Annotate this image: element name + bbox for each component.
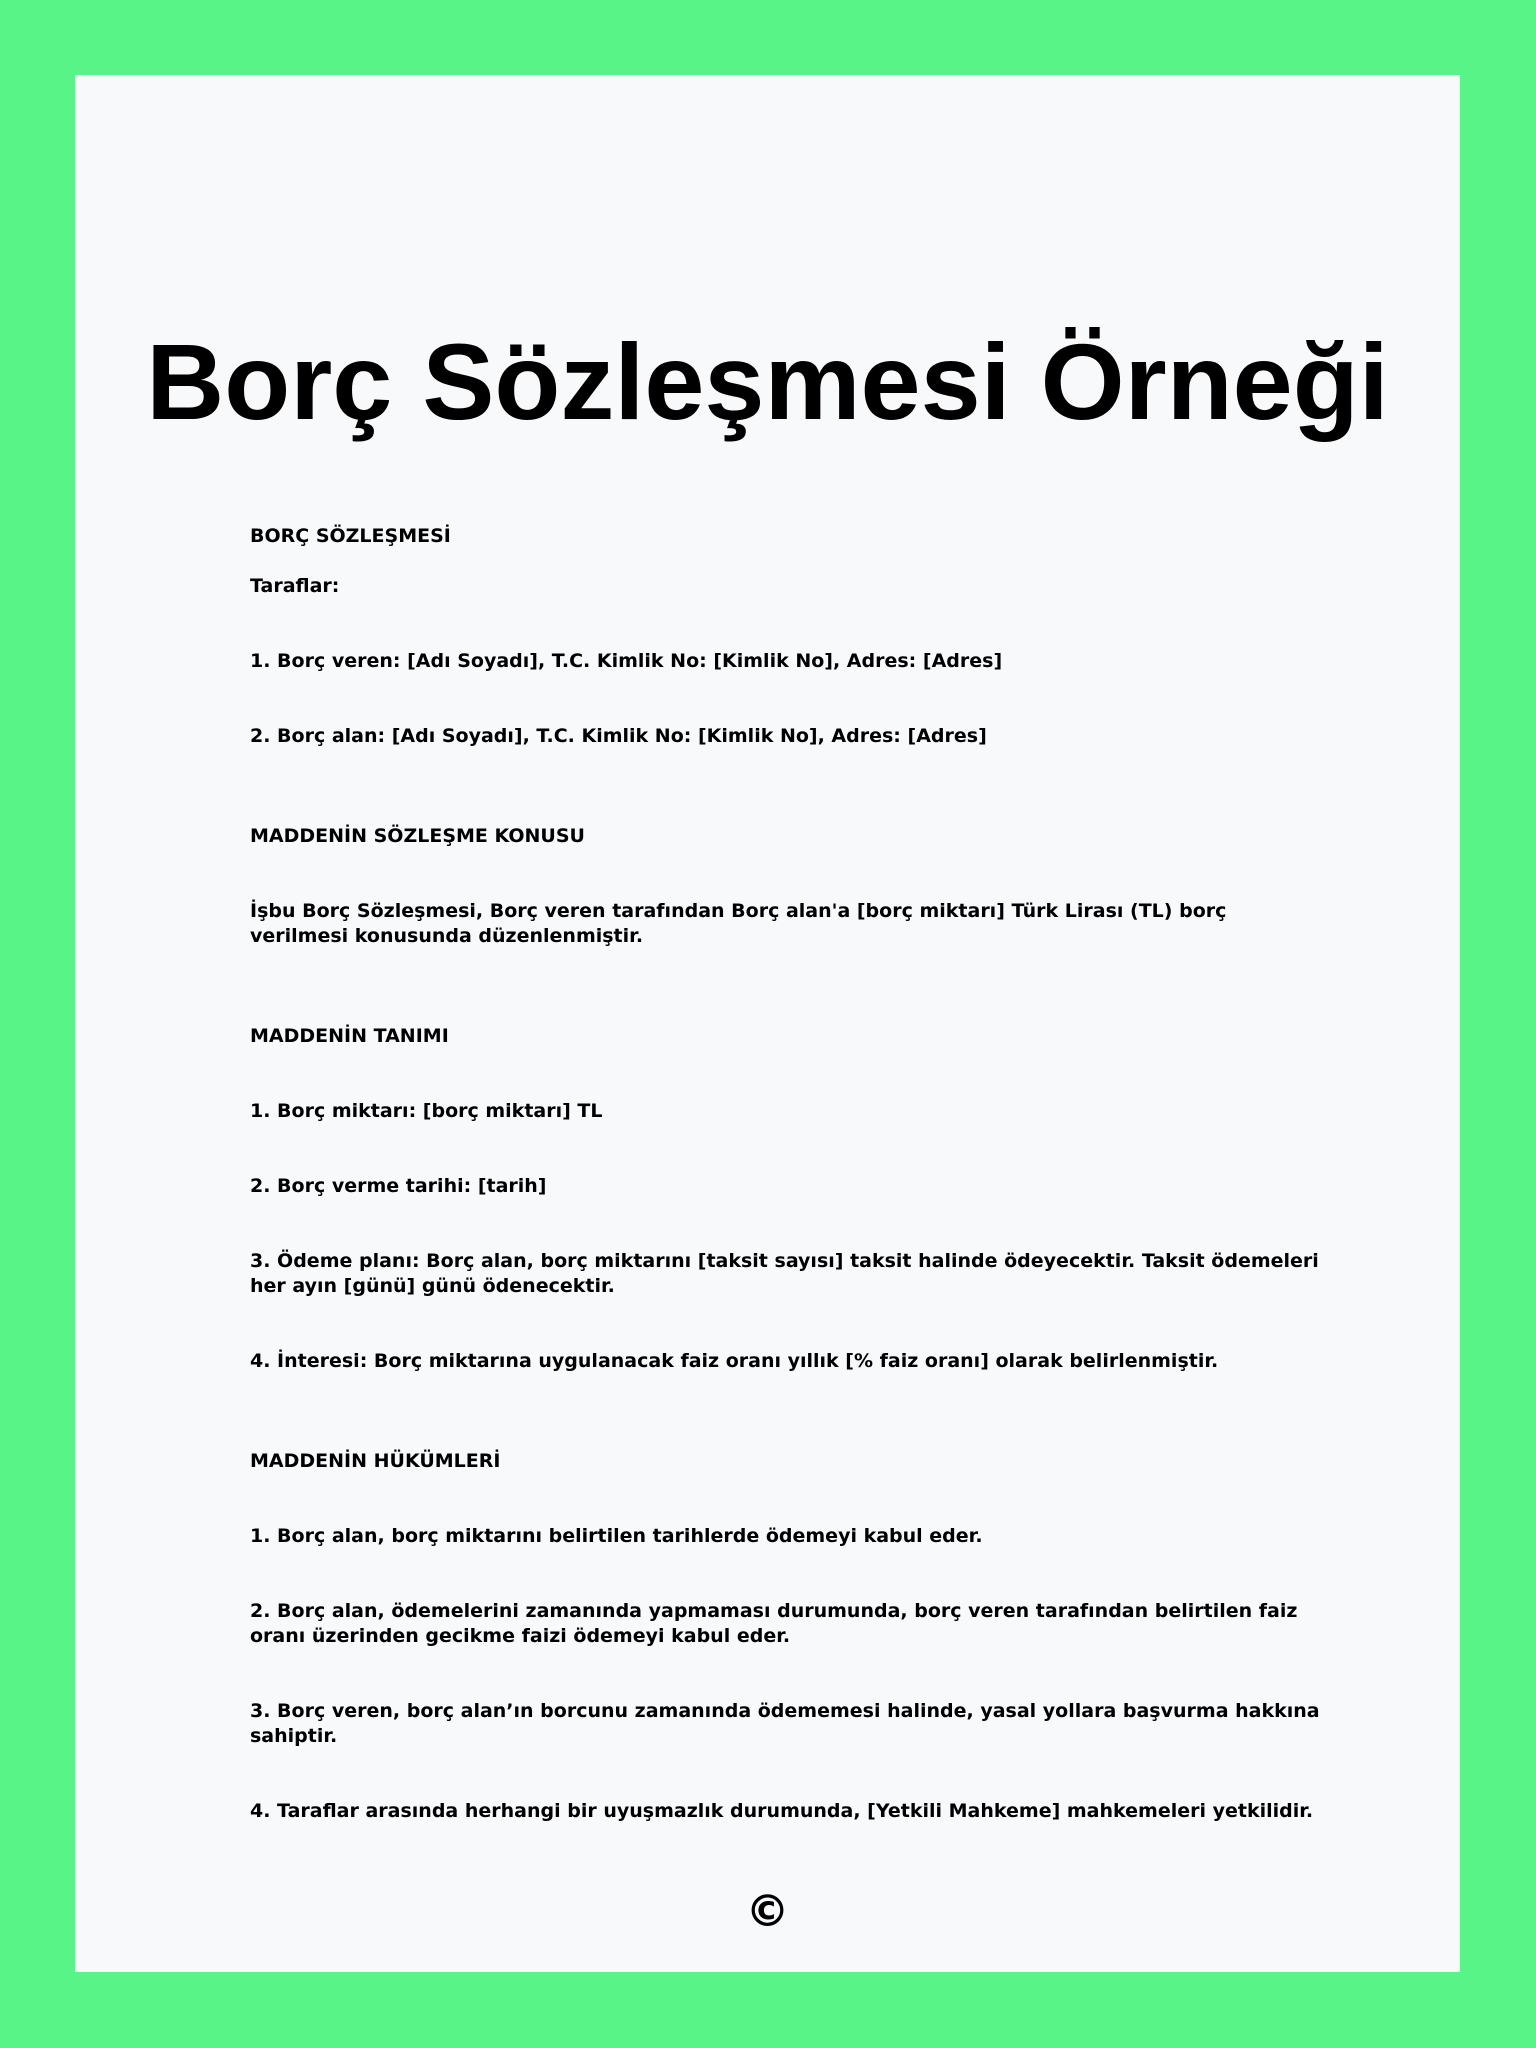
provision-item: 4. Taraflar arasında herhangi bir uyuşmazlık durumunda, [Yetkili Mahkeme] mahkemeleri yetkilidir. <box>250 1800 1314 1822</box>
provisions-list <box>250 1524 1325 1824</box>
contract-body <box>250 524 1325 1824</box>
parties-label: Taraflar: <box>250 575 340 597</box>
contract-heading: BORÇ SÖZLEŞMESİ <box>250 525 451 547</box>
definition-item: 2. Borç verme tarihi: [tarih] <box>250 1175 547 1197</box>
page-title: Borç Sözleşmesi Örneği <box>146 321 1389 442</box>
document-sheet <box>75 75 1460 1972</box>
section-text-subject: İşbu Borç Sözleşmesi, Borç veren tarafından Borç alan'a [borç miktarı] Türk Lirası (TL) borç verilmesi konusunda düzenlenmiştir. <box>250 900 1227 947</box>
section-heading-provisions: MADDENİN HÜKÜMLERİ <box>250 1450 501 1472</box>
party-item-lender: 1. Borç veren: [Adı Soyadı], T.C. Kimlik No: [Kimlik No], Adres: [Adres] <box>250 650 1003 672</box>
section-heading-definition: MADDENİN TANIMI <box>250 1025 449 1047</box>
definition-item: 3. Ödeme planı: Borç alan, borç miktarını [taksit sayısı] taksit halinde ödeyecektir. Taksit ödemeleri her ayın [günü] günü ödenecektir. <box>250 1250 1319 1297</box>
parties-list <box>250 649 1325 749</box>
provision-item: 3. Borç veren, borç alan’ın borcunu zamanında ödememesi halinde, yasal yollara başvurma hakkına sahiptir. <box>250 1700 1320 1747</box>
copyright-icon: © <box>745 1886 790 1937</box>
provision-item: 2. Borç alan, ödemelerini zamanında yapmaması durumunda, borç veren tarafından belirtilen faiz oranı üzerinden gecikme faizi ödemeyi kabul eder. <box>250 1600 1298 1647</box>
section-heading-subject: MADDENİN SÖZLEŞME KONUSU <box>250 825 585 847</box>
party-item-borrower: 2. Borç alan: [Adı Soyadı], T.C. Kimlik No: [Kimlik No], Adres: [Adres] <box>250 725 987 747</box>
definition-item: 4. İnteresi: Borç miktarına uygulanacak faiz oranı yıllık [% faiz oranı] olarak belirlenmiştir. <box>250 1350 1219 1372</box>
definition-item: 1. Borç miktarı: [borç miktarı] TL <box>250 1100 603 1122</box>
definition-list <box>250 1099 1325 1374</box>
provision-item: 1. Borç alan, borç miktarını belirtilen tarihlerde ödemeyi kabul eder. <box>250 1525 983 1547</box>
